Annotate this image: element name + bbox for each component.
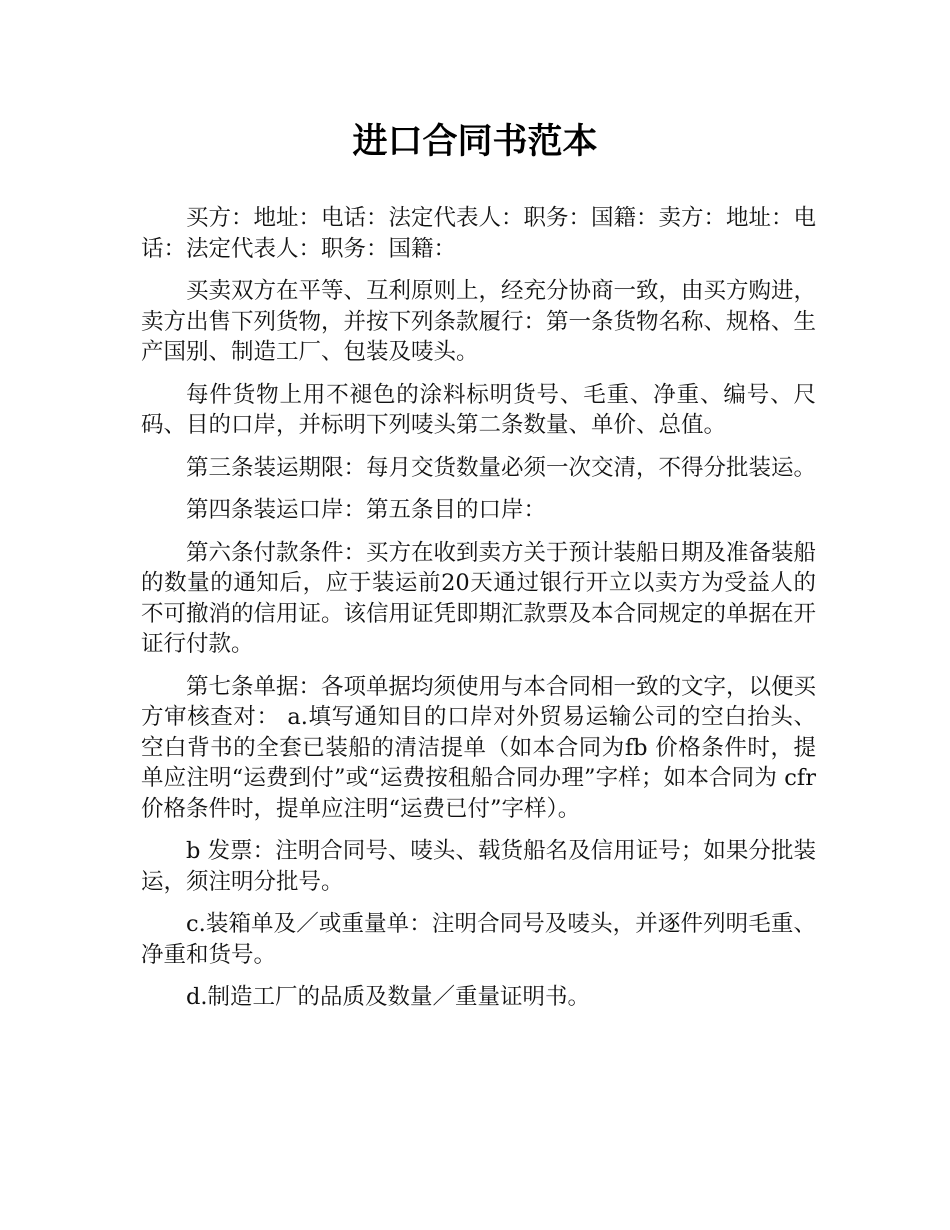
- paragraph-article-7: 第七条单据：各项单据均须使用与本合同相一致的文字，以便买方审核查对： a.填写通知目的口岸对外贸易运输公司的空白抬头、空白背书的全套已装船的清洁提单（如本合同为fb 价格条件时，提单应注明“运费到付”或“运费按租船合同办理”字样；如本合同为 cfr 价格条件时，提单应注明“运费已付”字样）。: [141, 673, 817, 822]
- paragraph-article-4-5: 第四条装运口岸：第五条目的口岸：: [186, 497, 547, 523]
- paragraph-preamble: 买卖双方在平等、互利原则上，经充分协商一致，由买方购进，卖方出售下列货物，并按下列条款履行：第一条货物名称、规格、生产国别、制造工厂、包装及唛头。: [141, 278, 817, 365]
- document-body: [141, 203, 816, 1025]
- paragraph-invoice: b 发票：注明合同号、唛头、载货船名及信用证号；如果分批装运，须注明分批号。: [141, 838, 816, 895]
- document-title: 进口合同书范本: [352, 122, 598, 162]
- paragraph-article-3: 第三条装运期限：每月交货数量必须一次交清，不得分批装运。: [186, 454, 817, 481]
- paragraph-article-6: 第六条付款条件：买方在收到卖方关于预计装船日期及准备装船的数量的通知后，应于装运前20天通过银行开立以卖方为受益人的不可撤消的信用证。该信用证凭即期汇款票及本合同规定的单据在开证行付款。: [141, 539, 817, 657]
- paragraph-parties: 买方：地址：电话：法定代表人：职务：国籍：卖方：地址：电话：法定代表人：职务：国籍：: [141, 205, 817, 262]
- paragraph-packing-list: c.装箱单及／或重量单：注明合同号及唛头，并逐件列明毛重、净重和货号。: [141, 911, 816, 968]
- paragraph-marking: 每件货物上用不褪色的涂料标明货号、毛重、净重、编号、尺码、目的口岸，并标明下列唛头第二条数量、单价、总值。: [141, 381, 816, 438]
- paragraph-certificate: d.制造工厂的品质及数量／重量证明书。: [186, 984, 591, 1010]
